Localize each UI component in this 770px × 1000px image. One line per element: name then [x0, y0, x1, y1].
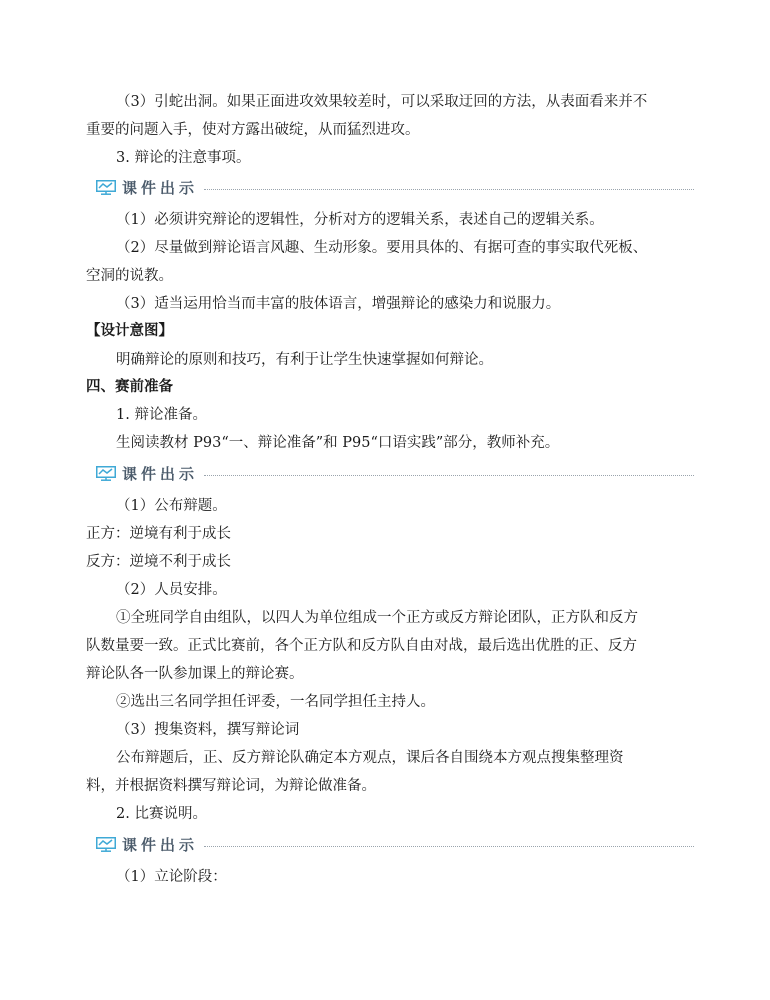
courseware-banner: [96, 177, 694, 199]
section-heading: 四、赛前准备: [86, 379, 173, 395]
text-line: 正方：逆境有利于成长: [86, 526, 231, 542]
text-line: 反方：逆境不利于成长: [86, 554, 231, 570]
text-line: （2）尽量做到辩论语言风趣、生动形象。要用具体的、有据可查的事实取代死板、: [116, 240, 648, 256]
text-line: ①全班同学自由组队，以四人为单位组成一个正方或反方辩论团队，正方队和反方: [116, 610, 638, 626]
banner-title: 课件出示: [122, 465, 199, 483]
courseware-banner: [96, 834, 694, 856]
text-line: 空洞的说教。: [86, 268, 173, 284]
text-line: （2）人员安排。: [116, 582, 227, 598]
text-line: （3）适当运用恰当而丰富的肢体语言，增强辩论的感染力和说服力。: [116, 296, 561, 312]
text-line: ②选出三名同学担任评委，一名同学担任主持人。: [116, 694, 435, 710]
banner-divider: [204, 846, 694, 847]
courseware-chart-icon: [96, 837, 116, 852]
courseware-chart-icon: [96, 466, 116, 481]
banner-title: 课件出示: [122, 836, 199, 854]
section-heading: 【设计意图】: [86, 323, 173, 339]
courseware-banner: [96, 463, 694, 485]
text-line: （1）立论阶段：: [116, 869, 227, 885]
courseware-chart-icon: [96, 180, 116, 195]
text-line: 明确辩论的原则和技巧，有利于让学生快速掌握如何辩论。: [116, 352, 493, 368]
text-line: 公布辩题后，正、反方辩论队确定本方观点，课后各自围绕本方观点搜集整理资: [116, 750, 624, 766]
text-line: 3. 辩论的注意事项。: [116, 150, 251, 166]
banner-divider: [204, 189, 694, 190]
text-line: 辩论队各一队参加课上的辩论赛。: [86, 666, 304, 682]
text-line: （3）引蛇出洞。如果正面进攻效果较差时，可以采取迂回的方法，从表面看来并不: [116, 94, 648, 110]
text-line: 料，并根据资料撰写辩论词，为辩论做准备。: [86, 778, 376, 794]
banner-title: 课件出示: [122, 179, 199, 197]
text-line: 1. 辩论准备。: [116, 407, 207, 423]
text-line: （1）必须讲究辩论的逻辑性，分析对方的逻辑关系，表述自己的逻辑关系。: [116, 212, 604, 228]
text-line: 生阅读教材 P93“一、辩论准备”和 P95“口语实践”部分，教师补充。: [116, 435, 560, 451]
text-line: （3）搜集资料，撰写辩论词: [116, 722, 300, 738]
text-line: 队数量要一致。正式比赛前，各个正方队和反方队自由对战，最后选出优胜的正、反方: [86, 638, 637, 654]
text-line: （1）公布辩题。: [116, 498, 227, 514]
banner-divider: [204, 475, 694, 476]
text-line: 重要的问题入手，使对方露出破绽，从而猛烈进攻。: [86, 122, 420, 138]
text-line: 2. 比赛说明。: [116, 806, 207, 822]
